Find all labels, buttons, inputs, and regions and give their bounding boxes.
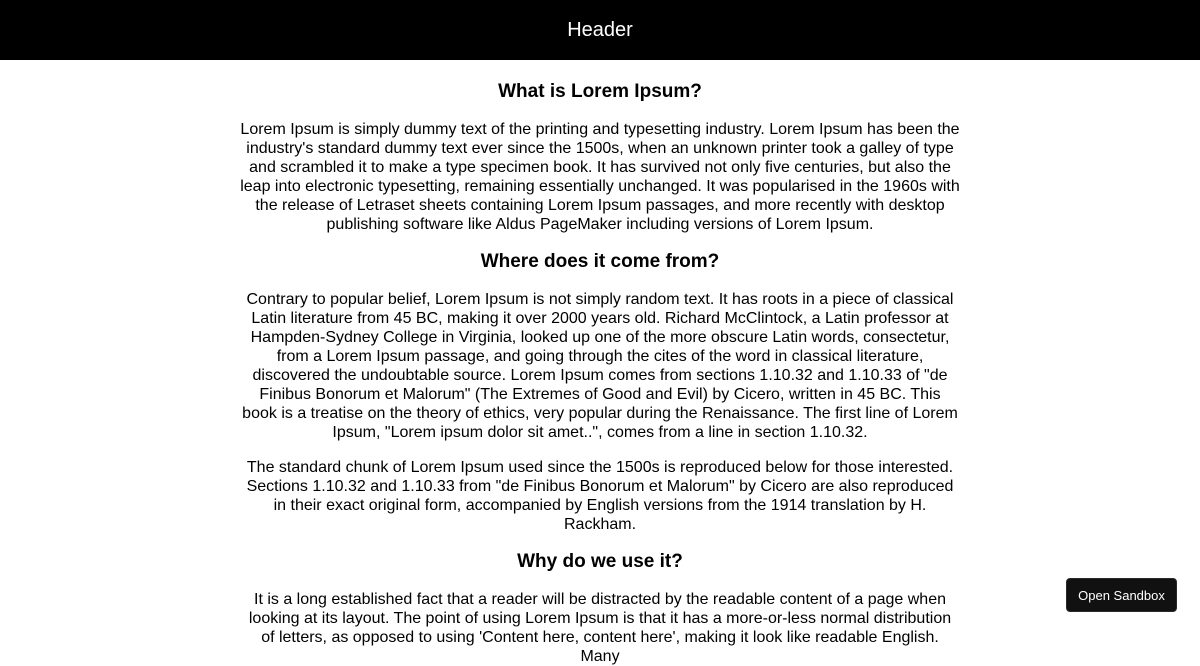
open-sandbox-button[interactable] [1066,578,1177,612]
section-paragraph: Lorem Ipsum is simply dummy text of the printing and typesetting industry. Lorem Ipsum has been the industry's standard dummy text ever since the 1500s, when an unknown printer took a galley of type and scrambled it to make a type specimen book. It has survived not only five centuries, but also the leap into electronic typesetting, remaining essentially unchanged. It was popularised in the 1960s with the release of Letraset sheets containing Lorem Ipsum passages, and more recently with desktop publishing software like Aldus PageMaker including versions of Lorem Ipsum. [240,121,960,233]
header-title: Header [567,18,633,41]
section-paragraph: Contrary to popular belief, Lorem Ipsum is not simply random text. It has roots in a piece of classical Latin literature from 45 BC, making it over 2000 years old. Richard McClintock, a Latin professor at Hampden-Sydney College in Virginia, looked up one of the more obscure Latin words, consectetur, from a Lorem Ipsum passage, and going through the cites of the word in classical literature, discovered the undoubtable source. Lorem Ipsum comes from sections 1.10.32 and 1.10.33 of "de Finibus Bonorum et Malorum" (The Extremes of Good and Evil) by Cicero, written in 45 BC. This book is a treatise on the theory of ethics, very popular during the Renaissance. The first line of Lorem Ipsum, "Lorem ipsum dolor sit amet..", comes from a line in section 1.10.32. [242,291,958,441]
section-heading-where: Where does it come from? [480,251,720,272]
section-heading-what: What is Lorem Ipsum? [498,81,702,102]
section-paragraph: The standard chunk of Lorem Ipsum used since the 1500s is reproduced below for those interested. Sections 1.10.32 and 1.10.33 from "de Finibus Bonorum et Malorum" by Cicero are also reproduced in their exact original form, accompanied by English versions from the 1914 translation by H. Rackham. [246,459,954,533]
open-sandbox-label: Open Sandbox [1078,587,1165,603]
section-heading-why: Why do we use it? [517,551,683,572]
page-header [0,0,1200,60]
section-paragraph: It is a long established fact that a reader will be distracted by the readable content of a page when looking at its layout. The point of using Lorem Ipsum is that it has a more-or-less normal distribution of letters, as opposed to using 'Content here, content here', making it look like readable English. Many [248,591,952,665]
main-content [240,60,960,666]
